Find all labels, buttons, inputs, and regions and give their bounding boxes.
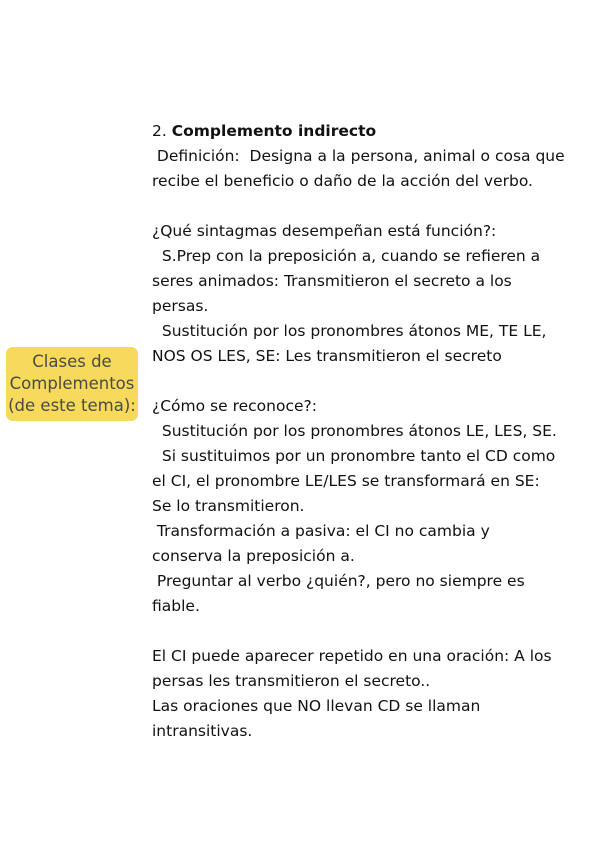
section-heading bbox=[152, 119, 582, 144]
text-line: conserva la preposición a. bbox=[152, 547, 355, 565]
notes-block bbox=[152, 644, 582, 744]
text-line: seres animados: Transmitieron el secreto a los bbox=[152, 272, 512, 290]
text-line: persas les transmitieron el secreto.. bbox=[152, 672, 431, 690]
side-label-line: (de este tema): bbox=[8, 396, 136, 415]
text-line: intransitivas. bbox=[152, 722, 253, 740]
definition-block bbox=[152, 144, 582, 194]
text-line: Las oraciones que NO llevan CD se llaman bbox=[152, 697, 481, 715]
text-line: ¿Cómo se reconoce?: bbox=[152, 397, 317, 415]
text-line: Se lo transmitieron. bbox=[152, 497, 305, 515]
main-content bbox=[152, 119, 582, 744]
text-line: fiable. bbox=[152, 597, 200, 615]
text-line: S.Prep con la preposición a, cuando se refieren a bbox=[152, 247, 541, 265]
text-line: Transformación a pasiva: el CI no cambia y bbox=[152, 522, 490, 540]
text-line: El CI puede aparecer repetido en una oración: A los bbox=[152, 647, 552, 665]
side-label-line: Clases de bbox=[32, 352, 112, 371]
side-label-line: Complementos bbox=[9, 374, 135, 393]
sintagmas-block bbox=[152, 219, 582, 369]
text-line: Sustitución por los pronombres átonos ME, TE LE, bbox=[152, 322, 547, 340]
text-line: Sustitución por los pronombres átonos LE, LES, SE. bbox=[152, 422, 557, 440]
text-line: el CI, el pronombre LE/LES se transformará en SE: bbox=[152, 472, 540, 490]
text-line: Definición: Designa a la persona, animal o cosa que bbox=[152, 147, 565, 165]
side-label bbox=[6, 347, 138, 421]
text-line: Preguntar al verbo ¿quién?, pero no siempre es bbox=[152, 572, 525, 590]
text-line: Si sustituimos por un pronombre tanto el CD como bbox=[152, 447, 556, 465]
section-title: Complemento indirecto bbox=[171, 122, 377, 140]
text-line: NOS OS LES, SE: Les transmitieron el secreto bbox=[152, 347, 502, 365]
text-line: recibe el beneficio o daño de la acción del verbo. bbox=[152, 172, 533, 190]
reconoce-block bbox=[152, 394, 582, 619]
section-number: 2. bbox=[152, 122, 167, 140]
text-line: persas. bbox=[152, 297, 209, 315]
text-line: ¿Qué sintagmas desempeñan está función?: bbox=[152, 222, 497, 240]
